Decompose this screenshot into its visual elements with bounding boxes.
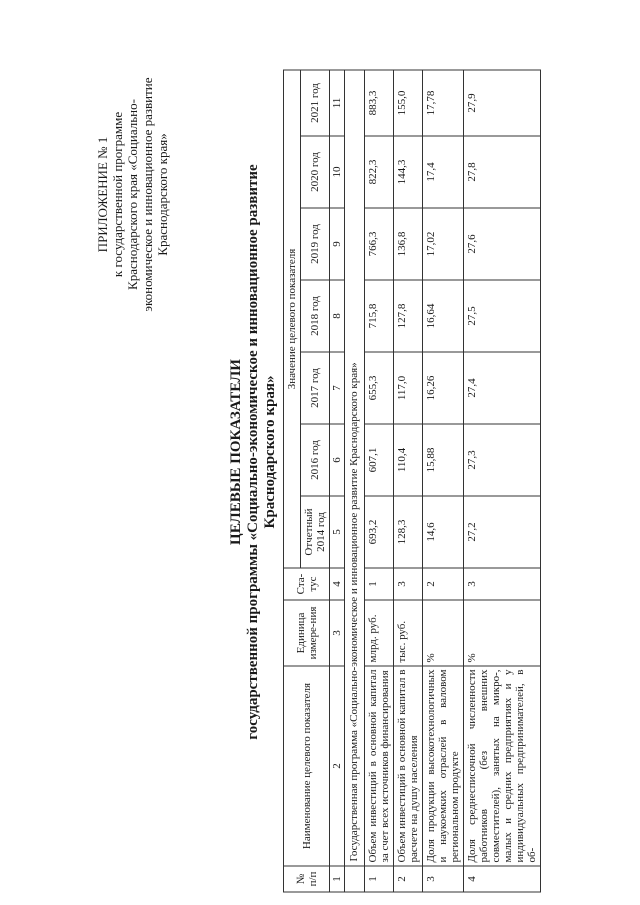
- table-header-row: [284, 70, 301, 892]
- row-value: 17,02: [423, 208, 464, 280]
- target-indicators-table: [283, 70, 541, 893]
- row-value: 15,88: [423, 424, 464, 496]
- row-value: 16,26: [423, 352, 464, 424]
- row-value: 27,3: [464, 424, 541, 496]
- appendix-number: ПРИЛОЖЕНИЕ № 1: [95, 136, 110, 253]
- appendix-header: [95, 45, 170, 345]
- table-row: [464, 70, 541, 892]
- column-number: 4: [330, 568, 345, 600]
- row-status: 3: [464, 568, 541, 600]
- program-title: Государственная программа «Социально-экономическое и инновационное развитие Краснодарского края»: [345, 70, 365, 866]
- document-heading: [228, 30, 279, 875]
- row-value: 155,0: [394, 70, 423, 136]
- appendix-line: к государственной программе: [110, 111, 125, 278]
- row-status: 1: [365, 568, 394, 600]
- row-value: 27,2: [464, 496, 541, 568]
- header-year: Отчетный 2014 год: [301, 496, 330, 568]
- row-no: 1: [365, 866, 394, 892]
- row-value: 655,3: [365, 352, 394, 424]
- column-number: 3: [330, 600, 345, 666]
- column-number: 11: [330, 70, 345, 136]
- heading-subtitle: государственной программы «Социально-экономическое и инновационное развитие: [245, 164, 261, 740]
- table-row: [394, 70, 423, 892]
- appendix-line: Краснодарского края «Социально-: [125, 99, 140, 290]
- appendix-line: экономическое и инновационное развитие: [140, 77, 155, 312]
- row-value: 693,2: [365, 496, 394, 568]
- table-row: [365, 70, 394, 892]
- row-value: 883,3: [365, 70, 394, 136]
- row-status: 3: [394, 568, 423, 600]
- row-value: 16,64: [423, 280, 464, 352]
- header-year: 2016 год: [301, 424, 330, 496]
- header-status: Ста-тус: [284, 568, 330, 600]
- header-name: Наименование целевого показателя: [284, 666, 330, 866]
- header-year: 2021 год: [301, 70, 330, 136]
- header-value-group: Значение целевого показателя: [284, 70, 301, 568]
- row-unit: %: [464, 600, 541, 666]
- column-number: 10: [330, 136, 345, 208]
- row-value: 128,3: [394, 496, 423, 568]
- column-number: 8: [330, 280, 345, 352]
- row-value: 127,8: [394, 280, 423, 352]
- row-value: 14,6: [423, 496, 464, 568]
- program-cell-blank: [345, 866, 365, 892]
- row-name: Доля среднесписочной численности работников (без внешних совместителей), занятых на микро-, малых и средних предприятиях и у индивидуальных предпринимателей, в об-: [464, 666, 541, 866]
- program-row: [345, 70, 365, 892]
- row-value: 766,3: [365, 208, 394, 280]
- appendix-line: Краснодарского края»: [155, 133, 170, 256]
- row-value: 27,6: [464, 208, 541, 280]
- column-number: 6: [330, 424, 345, 496]
- row-value: 117,0: [394, 352, 423, 424]
- row-name: Доля продукции высокотехнологичных и наукоемких отраслей в валовом региональном продукте: [423, 666, 464, 866]
- row-unit: млрд. руб.: [365, 600, 394, 666]
- row-value: 822,3: [365, 136, 394, 208]
- row-value: 17,4: [423, 136, 464, 208]
- header-year: 2018 год: [301, 280, 330, 352]
- column-number: 7: [330, 352, 345, 424]
- header-year: 2020 год: [301, 136, 330, 208]
- column-number: 1: [330, 866, 345, 892]
- column-number: 9: [330, 208, 345, 280]
- row-no: 3: [423, 866, 464, 892]
- heading-subtitle: Краснодарского края»: [262, 375, 278, 529]
- row-value: 607,1: [365, 424, 394, 496]
- row-no: 2: [394, 866, 423, 892]
- row-value: 27,8: [464, 136, 541, 208]
- row-value: 144,3: [394, 136, 423, 208]
- row-value: 27,5: [464, 280, 541, 352]
- row-value: 27,9: [464, 70, 541, 136]
- table-row: [423, 70, 464, 892]
- heading-title: ЦЕЛЕВЫЕ ПОКАЗАТЕЛИ: [228, 359, 244, 545]
- row-value: 136,8: [394, 208, 423, 280]
- column-number-row: [330, 70, 345, 892]
- header-unit: Единица измере-ния: [284, 600, 330, 666]
- row-value: 27,4: [464, 352, 541, 424]
- row-name: Объем инвестиций в основной капитал в расчете на душу населения: [394, 666, 423, 866]
- header-year: 2019 год: [301, 208, 330, 280]
- column-number: 2: [330, 666, 345, 866]
- row-status: 2: [423, 568, 464, 600]
- row-unit: тыс. руб.: [394, 600, 423, 666]
- header-no: № п/п: [284, 866, 330, 892]
- row-value: 17,78: [423, 70, 464, 136]
- column-number: 5: [330, 496, 345, 568]
- row-unit: %: [423, 600, 464, 666]
- row-value: 110,4: [394, 424, 423, 496]
- header-year: 2017 год: [301, 352, 330, 424]
- row-name: Объем инвестиций в основной капитал за счет всех источников финансирования: [365, 666, 394, 866]
- row-no: 4: [464, 866, 541, 892]
- row-value: 715,8: [365, 280, 394, 352]
